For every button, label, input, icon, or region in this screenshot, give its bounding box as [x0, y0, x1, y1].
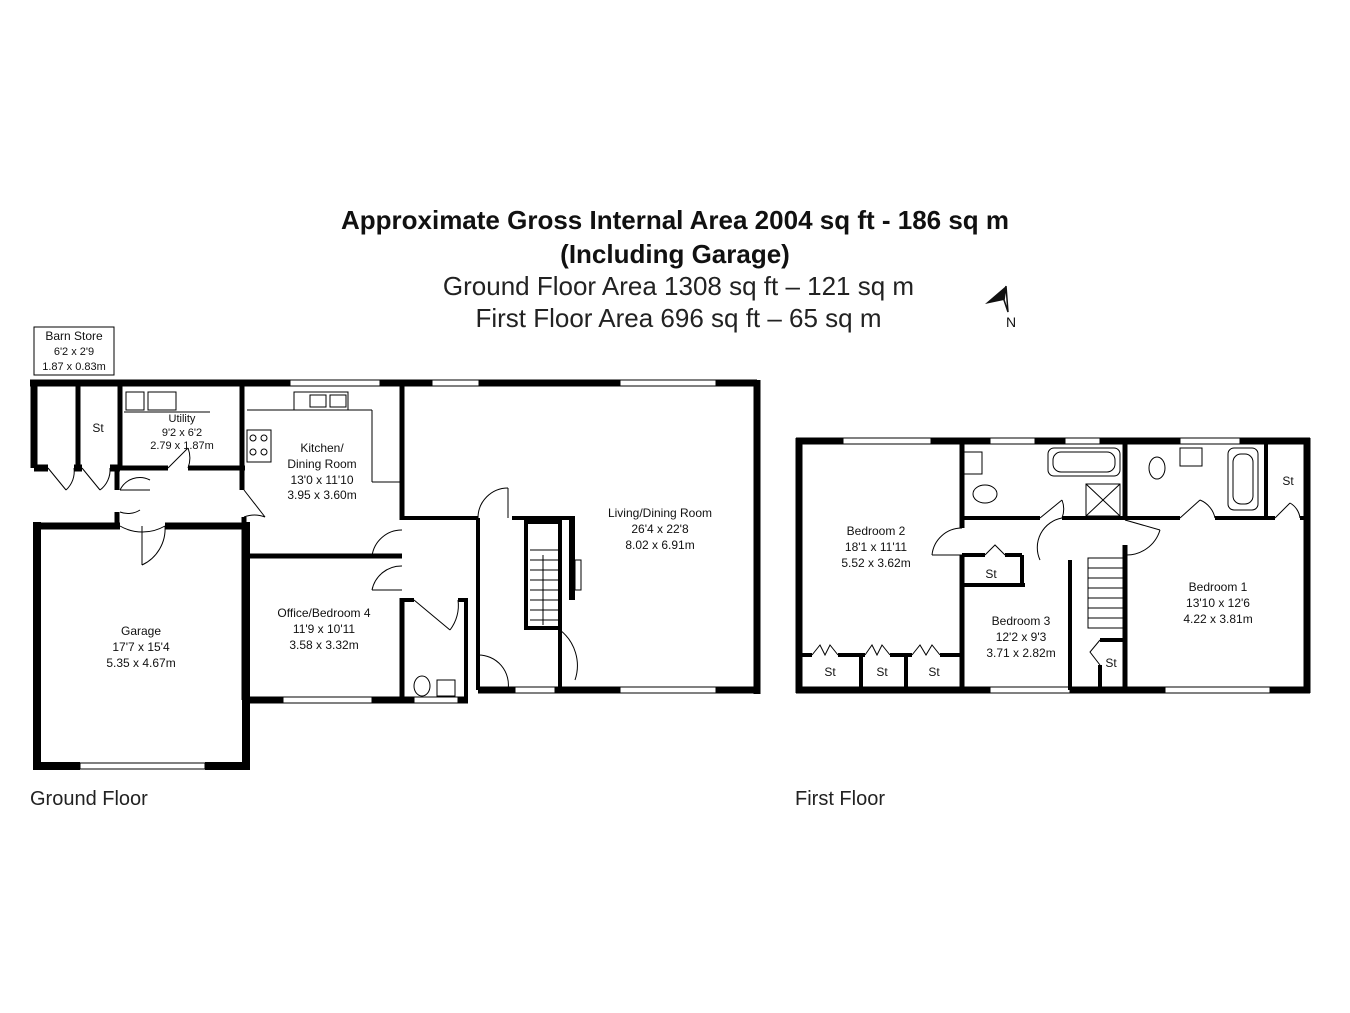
- barn-st-label: St: [92, 421, 104, 435]
- barn-store-imperial: 6'2 x 2'9: [53, 346, 95, 358]
- kitchen-metric: 3.95 x 3.60m: [287, 488, 357, 502]
- utility-name: Utility: [168, 413, 196, 425]
- bedroom1-metric: 4.22 x 3.81m: [1183, 612, 1253, 626]
- ff-st-1: St: [985, 567, 997, 581]
- ff-st-5: St: [928, 665, 940, 679]
- barn-store-metric: 1.87 x 0.83m: [42, 361, 106, 373]
- first-floor-label: First Floor: [795, 788, 885, 810]
- ff-st-3: St: [824, 665, 836, 679]
- kitchen-name-1: Kitchen/: [300, 441, 344, 455]
- kitchen-imperial: 13'0 x 11'10: [290, 473, 354, 487]
- ff-st-2: St: [1282, 474, 1294, 488]
- bedroom1-imperial: 13'10 x 12'6: [1186, 596, 1250, 610]
- ground-floor-label: Ground Floor: [30, 788, 148, 810]
- garage-metric: 5.35 x 4.67m: [106, 656, 176, 670]
- utility-metric: 2.79 x 1.87m: [150, 440, 214, 452]
- ff-st-6: St: [1105, 656, 1117, 670]
- bedroom3-imperial: 12'2 x 9'3: [995, 630, 1047, 644]
- compass-label: N: [1006, 314, 1017, 330]
- ff-st-4: St: [876, 665, 888, 679]
- kitchen-name-2: Dining Room: [287, 457, 357, 471]
- title-line-2: (Including Garage): [560, 239, 790, 269]
- living-imperial: 26'4 x 22'8: [631, 522, 689, 536]
- bedroom3-metric: 3.71 x 2.82m: [986, 646, 1056, 660]
- office-name: Office/Bedroom 4: [277, 606, 371, 620]
- garage-imperial: 17'7 x 15'4: [112, 640, 170, 654]
- office-imperial: 11'9 x 10'11: [292, 622, 356, 636]
- utility-imperial: 9'2 x 6'2: [161, 427, 203, 439]
- bedroom2-imperial: 18'1 x 11'11: [844, 540, 908, 554]
- living-metric: 8.02 x 6.91m: [625, 538, 695, 552]
- garage-name: Garage: [120, 624, 162, 638]
- compass-icon: [985, 286, 1016, 330]
- bedroom2-name: Bedroom 2: [846, 524, 906, 538]
- bedroom1-name: Bedroom 1: [1188, 580, 1248, 594]
- ground-floor-area: Ground Floor Area 1308 sq ft – 121 sq m: [442, 271, 915, 301]
- living-name: Living/Dining Room: [607, 506, 713, 520]
- bedroom2-metric: 5.52 x 3.62m: [841, 556, 911, 570]
- barn-store-name: Barn Store: [45, 329, 103, 343]
- office-metric: 3.58 x 3.32m: [289, 638, 359, 652]
- first-floor-area: First Floor Area 696 sq ft – 65 sq m: [475, 303, 882, 333]
- title-line-1: Approximate Gross Internal Area 2004 sq ft - 186 sq m: [340, 205, 1010, 235]
- bedroom3-name: Bedroom 3: [991, 614, 1051, 628]
